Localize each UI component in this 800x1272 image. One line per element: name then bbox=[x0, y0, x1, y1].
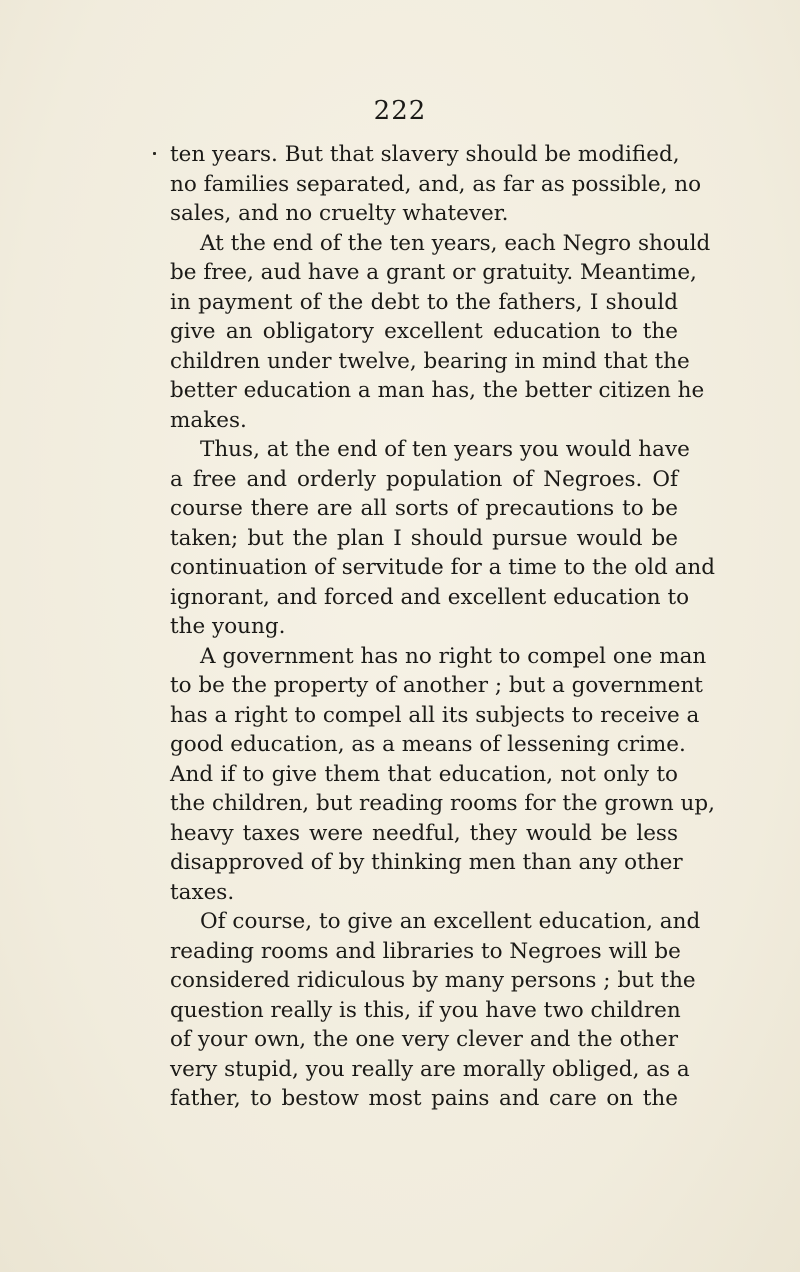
text-line: continuation of servitude for a time to the old and bbox=[170, 555, 716, 580]
text-line: sales, and no cruelty whatever. bbox=[170, 201, 509, 226]
text-line: the children, but reading rooms for the grown up, bbox=[170, 791, 715, 816]
text-line: ten years. But that slavery should be modified, bbox=[170, 142, 680, 167]
text-line: makes. bbox=[170, 407, 247, 433]
text-line: no families separated, and, as far as possible, no bbox=[170, 171, 702, 197]
text-line: question really is this, if you have two children bbox=[170, 997, 681, 1023]
text-line: At the end of the ten years, each Negro should bbox=[200, 230, 711, 256]
text-line: better education a man has, the better citizen he bbox=[170, 378, 705, 403]
text-line: of your own, the one very clever and the other bbox=[170, 1027, 678, 1052]
text-line: father, to bestow most pains and care on the bbox=[170, 1086, 678, 1111]
text-line: course there are all sorts of precautions to be bbox=[170, 496, 678, 521]
text-line: be free, aud have a grant or gratuity. Meantime, bbox=[170, 260, 697, 285]
page-number: 222 bbox=[373, 96, 427, 126]
margin-mark bbox=[153, 152, 156, 155]
text-line: A government has no right to compel one man bbox=[200, 643, 707, 669]
text-line: ignorant, and forced and excellent education to bbox=[170, 584, 690, 610]
text-line: taxes. bbox=[170, 879, 235, 905]
text-line: has a right to compel all its subjects to receive a bbox=[170, 702, 700, 728]
text-line: reading rooms and libraries to Negroes will be bbox=[170, 938, 681, 964]
text-line: give an obligatory excellent education to the bbox=[170, 319, 678, 344]
text-line: Of course, to give an excellent education, and bbox=[200, 909, 701, 934]
body-text bbox=[170, 140, 716, 1114]
text-line: children under twelve, bearing in mind that the bbox=[170, 348, 690, 374]
text-line: very stupid, you really are morally obliged, as a bbox=[170, 1056, 690, 1082]
text-line: in payment of the debt to the fathers, I should bbox=[170, 289, 678, 315]
text-line: considered ridiculous by many persons ; but the bbox=[170, 968, 696, 993]
text-line: disapproved of by thinking men than any other bbox=[170, 850, 683, 875]
text-line: Thus, at the end of ten years you would have bbox=[200, 437, 690, 462]
text-line: the young. bbox=[170, 614, 286, 639]
text-line: to be the property of another ; but a government bbox=[170, 673, 703, 698]
text-line: taken; but the plan I should pursue would be bbox=[170, 525, 678, 551]
text-line: And if to give them that education, not only to bbox=[170, 761, 678, 787]
text-line: heavy taxes were needful, they would be less bbox=[170, 820, 678, 846]
text-line: a free and orderly population of Negroes. Of bbox=[170, 466, 678, 492]
text-line: good education, as a means of lessening crime. bbox=[170, 732, 686, 757]
